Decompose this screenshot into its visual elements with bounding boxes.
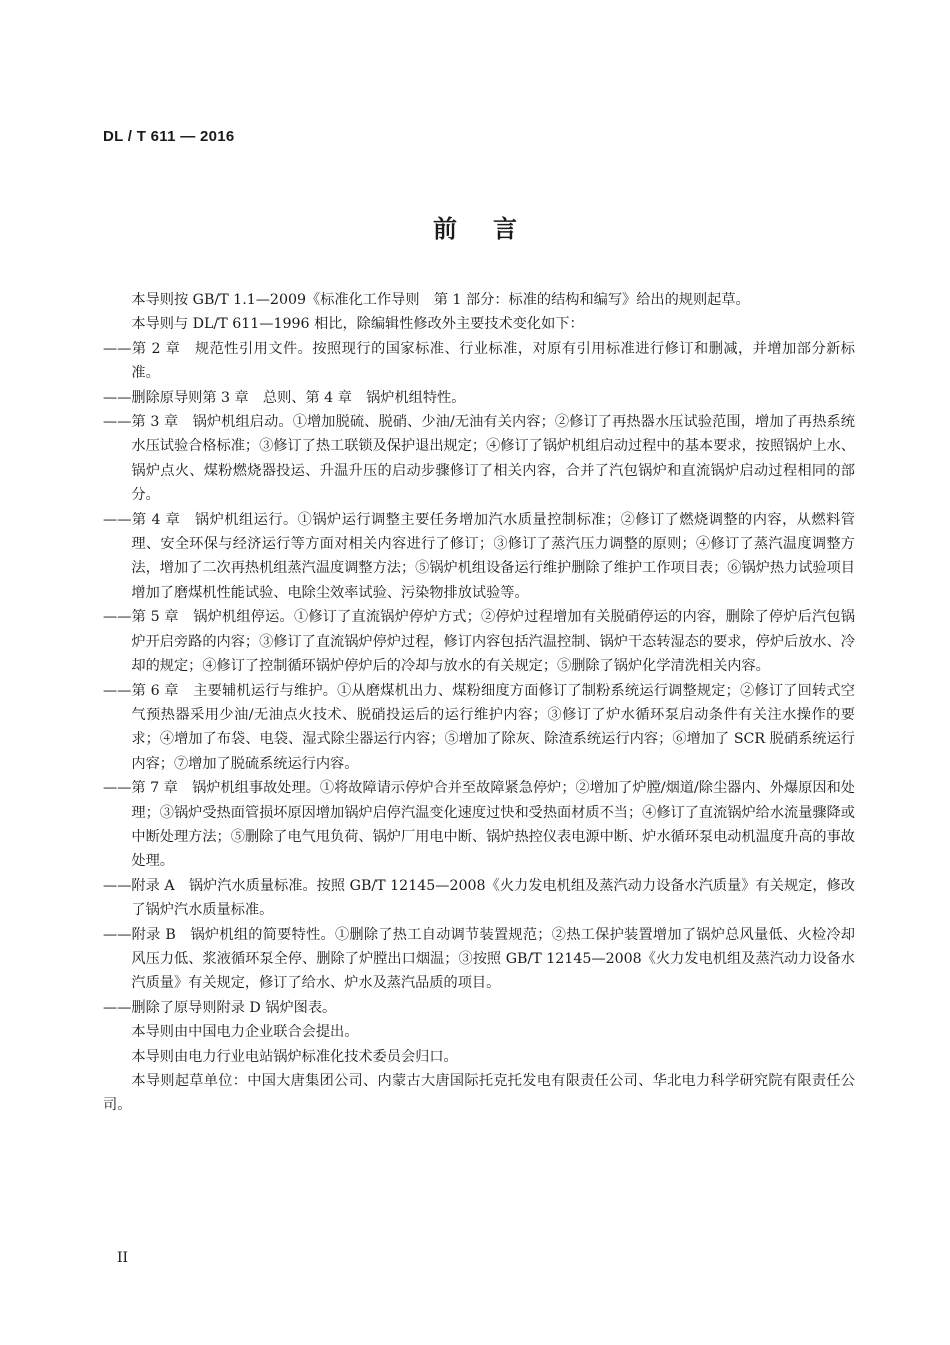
change-item: ——第 5 章 锅炉机组停运。①修订了直流锅炉停炉方式；②停炉过程增加有关脱硝停运的内容，删除了停炉后汽包锅炉开启旁路的内容；③修订了直流锅炉停炉过程，修订内容包括汽温控制、锅炉干态转湿态的要求，停炉后放水、冷却的规定；④修订了控制循环锅炉停炉后的冷却与放水的有关规定；⑤删除了锅炉化学清洗相关内容。 — [103, 609, 855, 675]
change-item: ——第 6 章 主要辅机运行与维护。①从磨煤机出力、煤粉细度方面修订了制粉系统运行调整规定；②修订了回转式空气预热器采用少油/无油点火技术、脱硝投运后的运行维护内容；③修订了炉水循环泵启动条件有关注水操作的要求；④增加了布袋、电袋、湿式除尘器运行内容；⑤增加了除灰、除渣系统运行内容；⑥增加了 SCR 脱硝系统运行内容；⑦增加了脱硫系统运行内容。 — [103, 682, 855, 772]
change-item: ——删除原导则第 3 章 总则、第 4 章 锅炉机组特性。 — [103, 389, 466, 406]
standard-code: DL / T 611 — 2016 — [103, 128, 235, 145]
closing-paragraph: 本导则由电力行业电站锅炉标准化技术委员会归口。 — [131, 1048, 458, 1065]
change-item: ——第 3 章 锅炉机组启动。①增加脱硫、脱硝、少油/无油有关内容；②修订了再热器水压试验范围，增加了再热系统水压试验合格标准；③修订了热工联锁及保护退出规定；④修订了锅炉机组启动过程中的基本要求，按照锅炉上水、锅炉点火、煤粉燃烧器投运、升温升压的启动步骤修订了相关内容，合并了汽包锅炉和直流锅炉启动过程相同的部分。 — [103, 414, 855, 504]
closing-paragraph: 本导则起草单位：中国大唐集团公司、内蒙古大唐国际托克托发电有限责任公司、华北电力科学研究院有限责任公司。 — [103, 1073, 855, 1114]
change-item: ——附录 B 锅炉机组的简要特性。①删除了热工自动调节装置规范；②热工保护装置增加了锅炉总风量低、火检冷却风压力低、浆液循环泵全停、删除了炉膛出口烟温；③按照 GB/T 12145—2008《火力发电机组及蒸汽动力设备水汽质量》有关规定，修订了给水、炉水及蒸汽品质的项目。 — [103, 926, 855, 992]
page-number: II — [117, 1250, 129, 1266]
change-item: ——附录 A 锅炉汽水质量标准。按照 GB/T 12145—2008《火力发电机组及蒸汽动力设备水汽质量》有关规定，修改了锅炉汽水质量标准。 — [103, 877, 855, 919]
document-body — [103, 288, 855, 1118]
closing-paragraph: 本导则由中国电力企业联合会提出。 — [131, 1024, 359, 1041]
intro-paragraph: 本导则与 DL/T 611—1996 相比，除编辑性修改外主要技术变化如下： — [131, 316, 584, 333]
intro-paragraph: 本导则按 GB/T 1.1—2009《标准化工作导则 第 1 部分：标准的结构和编写》给出的规则起草。 — [131, 292, 750, 308]
change-item: ——第 2 章 规范性引用文件。按照现行的国家标准、行业标准，对原有引用标准进行修订和删减，并增加部分新标准。 — [103, 340, 855, 382]
change-item: ——第 7 章 锅炉机组事故处理。①将故障请示停炉合并至故障紧急停炉；②增加了炉膛/烟道/除尘器内、外爆原因和处理；③锅炉受热面管损坏原因增加锅炉启停汽温变化速度过快和受热面材质不当；④修订了直流锅炉给水流量骤降或中断处理方法；⑤删除了电气甩负荷、锅炉厂用电中断、锅炉热控仪表电源中断、炉水循环泵电动机温度升高的事故处理。 — [103, 780, 855, 870]
change-item: ——第 4 章 锅炉机组运行。①锅炉运行调整主要任务增加汽水质量控制标准；②修订了燃烧调整的内容，从燃料管理、安全环保与经济运行等方面对相关内容进行了修订；③修订了蒸汽压力调整的原则；④修订了蒸汽温度调整方法，增加了二次再热机组蒸汽温度调整方法；⑤锅炉机组设备运行维护删除了维护工作项目表；⑥锅炉热力试验项目增加了磨煤机性能试验、电除尘效率试验、污染物排放试验等。 — [103, 511, 855, 601]
change-item: ——删除了原导则附录 D 锅炉图表。 — [103, 999, 337, 1016]
page-title: 前言 — [433, 215, 553, 243]
